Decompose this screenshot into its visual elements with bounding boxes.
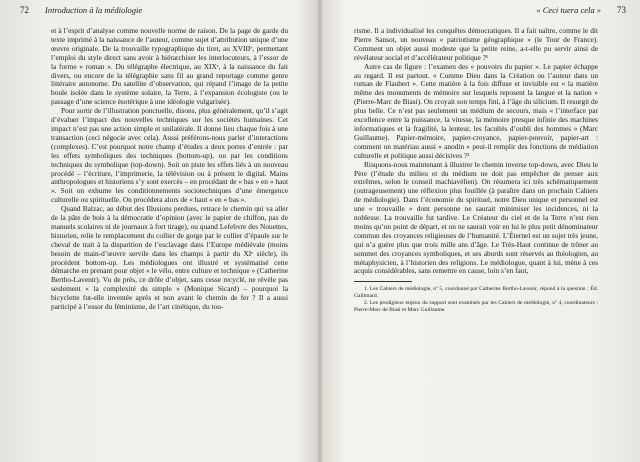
right-page-number: 73 [617, 5, 626, 15]
left-paragraph-3: Quand Balzac, au début des Illusions perdues, retrace le chemin qui va aller de la pâte de bois à la démocratie d’opinion (avec le papier de chiffon, pas de manuels scolaires ni de journaux à fort tirage), ou quand Lefebvre des Nouettes, historien, relie le remplacement du collier de gorge par le collier d’épaule sur le cheval de trait à la disparition de l’esclavage dans l’Europe médiévale (moins besoin de main-d’œuvre servile dans les champs à partir du XIᵉ siècle), ils procèdent bottom-up. Les médiologues ont illustré et systématisé cette démarche en prenant pour objet « le vélo, entre culture et technique » (Catherine Bertho-Lavenir). Vu de près, ce drôle d’objet, sans cesse recyclé, ne révèle pas seulement « la complexité du simple » (Monique Sicard) – pourquoi la bicyclette fut-elle inventée après et non avant le chemin de fer ? Il a aussi participé à l’essor du féminisme, de l’art cinétique, du tou- [51, 204, 288, 312]
left-paragraph-2: Pour sortir de l’illustration ponctuelle, disons, plus généralement, qu’il s’agit d’évaluer l’impact des nouvelles techniques sur les sociétés humaines. Cet impact n’est pas une action simple et unilatérale. Il donne lieu chaque fois à une transaction (ceci négocie avec cela). Aussi préférons-nous parler d’interactions (complexes). C’est pourquoi notre champ d’études a deux portes d’entrée : par les effets symboliques des techniques (bottom-up), ou par les conditions techniques du symbolique (top-down). Soit on piste les effets liés à un nouveau procédé – l’écriture, l’imprimerie, la télévision ou à présent le digital. Mains anthropologues et historiens s’y sont exercés – en procédant de « bas » en « haut ». Soit on exhume les conditionnements sociotechniques d’une émergence culturelle ou spirituelle. On procédera alors de « haut » en « bas ». [51, 106, 288, 205]
footnote-rule [354, 281, 412, 282]
left-page-number: 72 [20, 5, 29, 15]
right-running-head [536, 5, 626, 15]
footnote-1: 1. Les Cahiers de médiologie, nº 5, coordonné par Catherine Bertho-Lavenir, répond à la question ; Éd. Gallimard. [354, 286, 598, 300]
left-page-body [51, 27, 288, 312]
right-paragraph-3: Risquons-nous maintenant à illustrer le chemin inverse top-down, avec Dieu le Père (l’étude du milieu et du médium ne doit pas empêcher de penser aux extrêmes, selon le conseil machiavélien). On résumera ici très schématiquement (outrageusement) une réflexion plus fouillée (à paraître dans un prochain Cahiers de médiologie). Dans l’économie du spirituel, notre Dieu unique et personnel est une « trouvaille » dont personne ne saurait minimiser les incidences, ni la noblesse. La trouvaille fut tardive. Le Créateur du ciel et de la Terre n’est rien moins qu’un point de départ, et on ne saurait voir en lui le plus petit dénominateur commun des croyances religieuses de l’humanité. L’Éternel est un sujet très jeune, qui n’a guère plus que trois mille ans d’âge. Le Très-Haut continue de trôner au sommet des croyances symboliques, et ses abords sont réservés au théologien, au métaphysicien, à l’historien des religions. Le médiologue, quant à lui, mène à ces acquis considérables, sans remettre en cause, loin s’en faut, [354, 159, 598, 276]
right-page [320, 0, 640, 462]
right-paragraph-2: Autre cas de figure : l’examen des « pouvoirs du papier ». Le papier échappe au regard. Il est partout. « Comme Dieu dans la Création ou l’auteur dans un roman de Flaubert ». Cette matière à la fois diffuse et invisible est « la matière même des monuments de mémoire sur lesquels reposent la langue et la nation » (Pierre-Marc de Biasi). On croyait son temps fini, à l’âge du silicium. Il resurgit de plus belle. Ce n’est pas seulement un médium de secours, mais « l’interface par excellence entre la puissance, la vitesse, la mémoire presque infinie des machines informatiques et la fragilité, la lenteur, les facultés d’oubli des hommes » (Marc Guillaume). Papier-mémoire, papier-croyance, papier-pouvoir, papier-art : comment un matériau aussi « anodin » peut-il remplir des fonctions de médiation culturelle et politique aussi décisives ?² [354, 61, 598, 160]
right-running-head-title: « Ceci tuera cela » [536, 5, 601, 15]
footnote-2: 2. Les prodigieux enjeux du support sont examinés par les Cahiers de médiologie, nº 4, coordinateurs : Pierre-Marc de Biasi et Marc Guillaume. [354, 300, 598, 314]
left-running-head [20, 5, 142, 15]
right-paragraph-1: risme. Il a individualisé les conquêtes démocratiques. Il a fait naître, comme le dit Pierre Sansot, un nouveau « patriotisme géographique » (le Tour de France). Comment un objet aussi modeste que la petite reine, a-t-elle pu servir ainsi de révélateur social et d’accélérateur politique ?¹ [354, 26, 598, 62]
right-page-body [354, 27, 598, 314]
left-paragraph-1: et à l’esprit d’analyse comme nouvelle norme de raison. De la page de garde du texte imprimé à la naissance de l’auteur, comme sujet d’attribution unique d’une œuvre originale. De la trouvaille typographique du tiret, au XVIIIᵉ, permettant l’emploi du style direct sans avoir à hiérarchiser les interlocuteurs, à l’essor de la forme « roman ». Du télégraphe électrique, au XIXᵉ, à la naissance du fait divers, ou encore de la télégraphie sans fil au grand reportage comme genre littéraire autonome. Du satellite d’observation, qui répand l’image de la petite boule isolée dans le système solaire, la Terre, à l’expansion écologiste (ou le passage d’une science ésotérique à une idéologie vulgarisée). [51, 26, 288, 107]
left-running-head-title: Introduction à la médiologie [45, 5, 143, 15]
